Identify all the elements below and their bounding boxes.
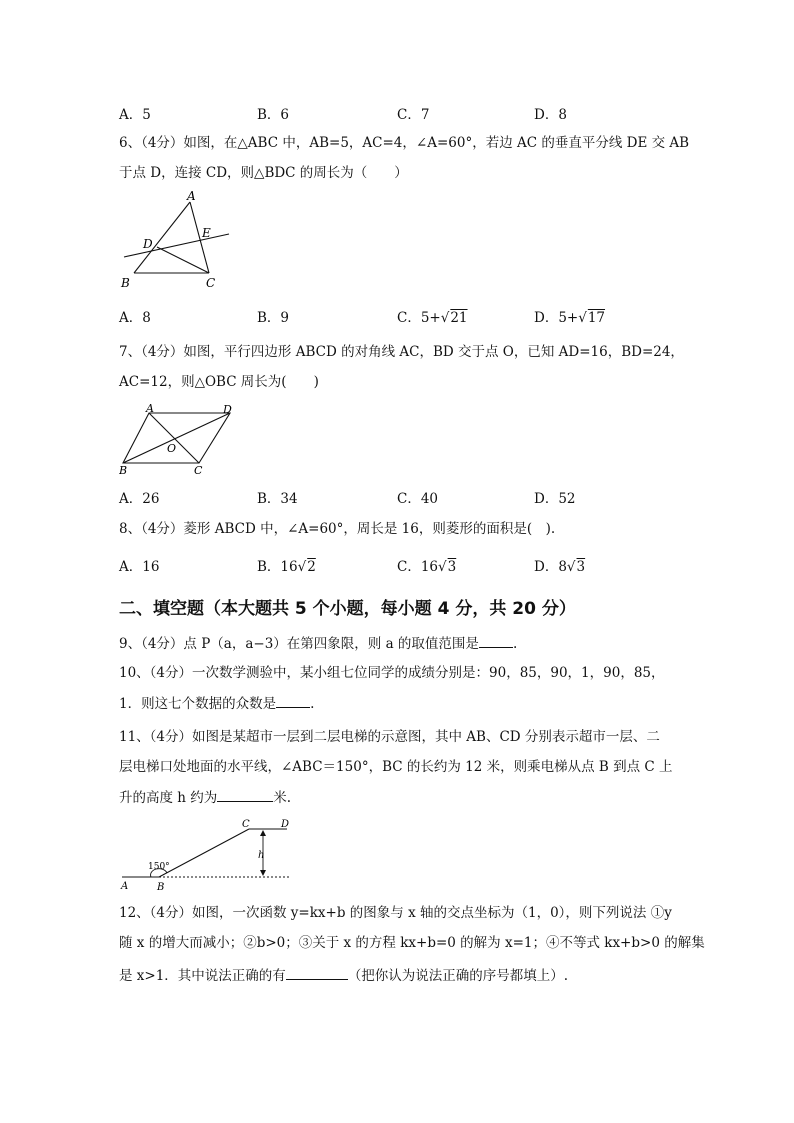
q11-label-a: A — [121, 881, 129, 892]
q6-option-c-radicand: 21 — [450, 310, 468, 326]
q8-options — [119, 555, 679, 575]
q8-option-a: A．16 — [119, 559, 160, 575]
q6-label-d: D — [143, 237, 153, 251]
q7-option-a: A．26 — [119, 491, 160, 507]
q8-option-b — [257, 555, 316, 575]
q5-option-c: C．7 — [397, 107, 430, 123]
q12-stem-line3 — [119, 965, 568, 986]
q6-option-c — [397, 306, 468, 326]
q6-stem-line1: 6、（4分）如图，在△ABC 中，AB=5，AC=4，∠A=60°，若边 AC 的垂直平分线 DE 交 AB — [119, 135, 690, 151]
q11-height-arrow-bottom — [260, 870, 266, 876]
sqrt-icon: √ — [297, 559, 307, 575]
q11-text: 升的高度 h 约为 — [119, 790, 218, 806]
q6-option-d — [534, 306, 605, 326]
q10-stem-line2 — [119, 693, 314, 714]
q6-segment-dc — [157, 247, 209, 273]
sqrt-icon: √ — [440, 310, 450, 326]
q11-stem-line2: 层电梯口处地面的水平线，∠ABC＝150°，BC 的长约为 12 米，则乘电梯从点 B 到点 C 上 — [119, 759, 673, 775]
sqrt-icon: √ — [578, 310, 587, 326]
q6-stem-line2: 于点 D，连接 CD，则△BDC 的周长为（ ） — [119, 165, 408, 181]
q5-options — [119, 103, 679, 123]
q11-label-h: h — [258, 850, 265, 861]
q7-label-c: C — [194, 464, 203, 476]
q8-option-d-radicand: 3 — [576, 559, 586, 575]
q12-answer-blank[interactable] — [286, 965, 348, 980]
q7-label-b: B — [119, 464, 128, 476]
q9-text-end: . — [512, 636, 518, 652]
q6-option-a: A．8 — [119, 310, 151, 326]
q12-stem-line1: 12、（4分）如图，一次函数 y=kx+b 的图象与 x 轴的交点坐标为（1，0），则下列说法 ①y — [119, 905, 672, 921]
q5-option-d: D．8 — [534, 107, 567, 123]
q7-options — [119, 487, 679, 507]
q7-label-o: O — [167, 442, 177, 455]
q6-options — [119, 306, 679, 326]
q6-label-c: C — [206, 276, 216, 290]
q7-stem-line2: AC=12，则△OBC 周长为( ) — [119, 374, 319, 390]
q7-diagonal-ac — [149, 413, 199, 463]
q10-answer-blank[interactable] — [276, 693, 310, 708]
q8-option-c — [397, 555, 456, 575]
q10-text-end: . — [310, 696, 315, 712]
q6-label-e: E — [202, 226, 211, 240]
q6-label-b: B — [121, 276, 130, 290]
q7-label-d: D — [223, 403, 232, 416]
q11-label-angle: 150° — [148, 862, 170, 872]
q11-height-arrow-top — [260, 830, 266, 836]
section-heading: 二、填空题（本大题共 5 个小题，每小题 4 分，共 20 分） — [119, 599, 576, 619]
q8-option-c-radicand: 3 — [447, 559, 457, 575]
q7-option-b: B．34 — [257, 491, 298, 507]
q11-stem-line1: 11、（4分）如图是某超市一层到二层电梯的示意图，其中 AB、CD 分别表示超市一层、二 — [119, 729, 660, 745]
q6-label-a: A — [187, 190, 196, 203]
q8-option-c-text: C．16 — [397, 559, 439, 575]
q7-stem-line1: 7、（4分）如图，平行四边形 ABCD 的对角线 AC，BD 交于点 O，已知 AD=16，BD=24， — [119, 344, 684, 360]
q7-label-a: A — [146, 402, 154, 415]
q11-label-c: C — [242, 819, 250, 830]
q6-line-de — [124, 234, 229, 257]
q11-figure-escalator — [119, 815, 294, 893]
q10-stem-line1: 10、（4分）一次数学测验中，某小组七位同学的成绩分别是：90，85，90，1，90，85， — [119, 665, 665, 681]
q7-option-d: D．52 — [534, 491, 576, 507]
q9-stem — [119, 633, 517, 654]
q12-stem-line2: 随 x 的增大而减小；②b>0；③关于 x 的方程 kx+b=0 的解为 x=1；④不等式 kx+b>0 的解集 — [119, 935, 705, 951]
q12-text-end: （把你认为说法正确的序号都填上）. — [347, 968, 569, 984]
q8-stem: 8、（4分）菱形 ABCD 中，∠A=60°，周长是 16，则菱形的面积是( ). — [119, 521, 556, 537]
q11-escalator-bc — [159, 829, 249, 877]
q8-option-b-radicand: 2 — [307, 559, 316, 575]
q8-option-d-text: D．8 — [534, 559, 567, 575]
q11-label-d: D — [281, 819, 290, 830]
q7-figure-parallelogram — [119, 402, 239, 476]
q6-option-b: B．9 — [257, 310, 290, 326]
q7-option-c: C．40 — [397, 491, 439, 507]
q6-option-d-text: D．5+ — [534, 310, 579, 326]
q9-answer-blank[interactable] — [479, 633, 513, 648]
q11-stem-line3 — [119, 787, 291, 808]
q11-label-b: B — [157, 882, 165, 893]
q12-text: 是 x>1．其中说法正确的有 — [119, 968, 286, 984]
q6-option-d-radicand: 17 — [587, 310, 606, 326]
q5-option-a: A．5 — [119, 107, 151, 123]
q8-option-b-text: B．16 — [257, 559, 298, 575]
q11-answer-blank[interactable] — [217, 787, 273, 802]
sqrt-icon: √ — [438, 559, 447, 575]
q8-option-d — [534, 555, 585, 575]
q6-option-c-text: C．5+ — [397, 310, 441, 326]
q6-figure-triangle — [119, 190, 234, 292]
sqrt-icon: √ — [566, 559, 576, 575]
q5-option-b: B．6 — [257, 107, 290, 123]
q11-text-end: 米. — [273, 790, 292, 806]
q9-text: 9、（4分）点 P（a，a−3）在第四象限，则 a 的取值范围是 — [119, 636, 479, 652]
q10-text: 1．则这七个数据的众数是 — [119, 696, 277, 712]
